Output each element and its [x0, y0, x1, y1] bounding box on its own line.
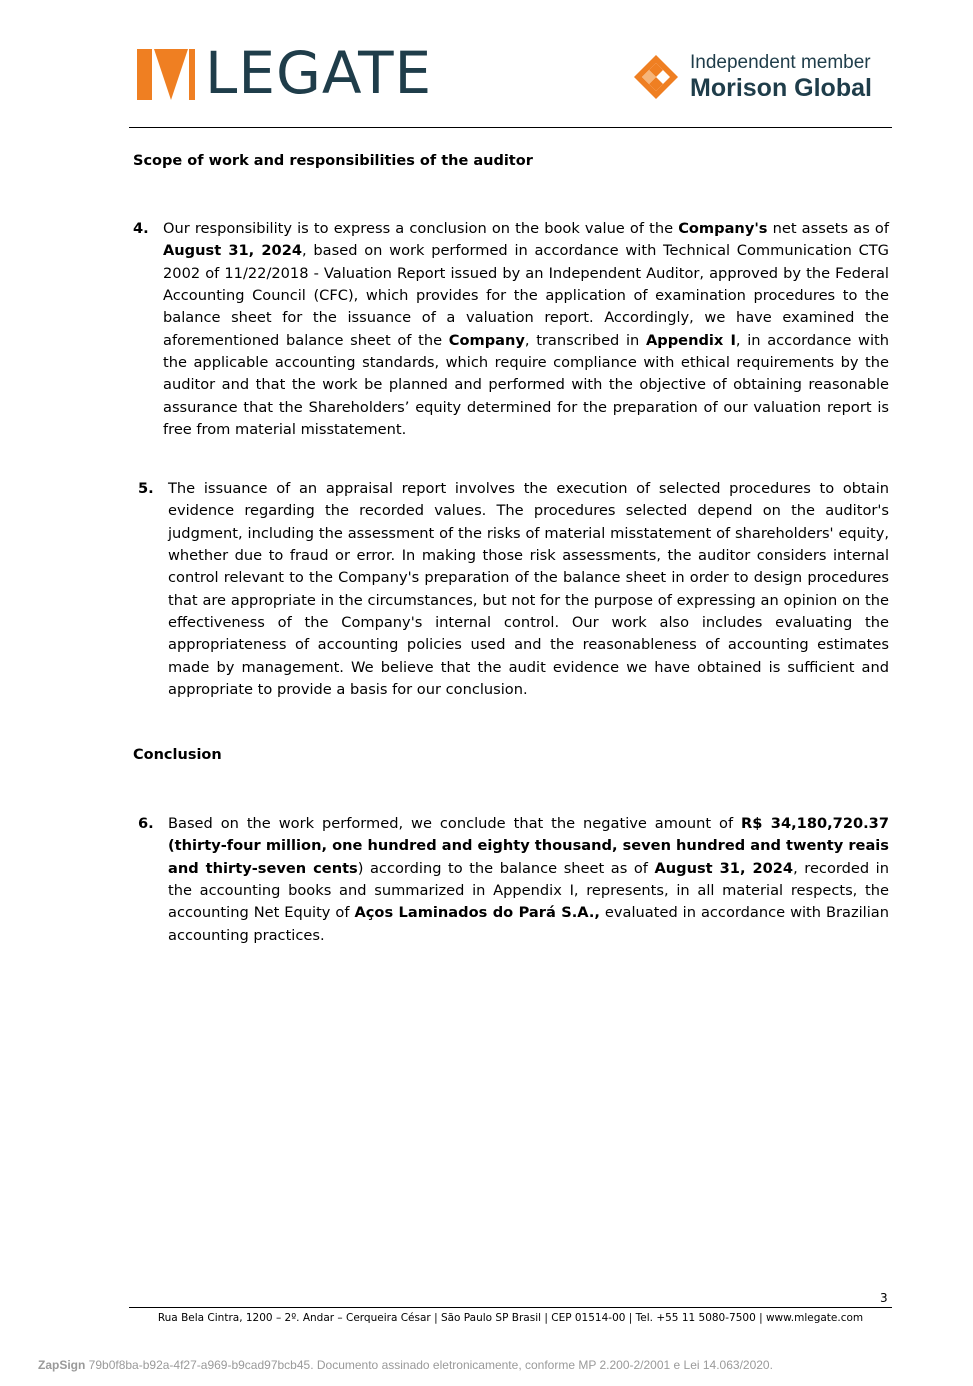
header-divider — [129, 127, 892, 128]
zapsign-signature-line — [38, 1358, 773, 1372]
mlegate-logo-mark — [137, 46, 209, 100]
footer-divider — [129, 1307, 892, 1308]
paragraph-4: Our responsibility is to express a conclusion on the book value of the Company's net assets as of August 31, 2024, based on work performed in accordance with Technical Communication CTG 2002 of 11/22/2018 - Valuation Report issued by an Independent Auditor, approved by the Federal Accounting Council (CFC), which provides for the application of examination procedures to the balance sheet for the issuance of a valuation report. Accordingly, we have examined the aforementioned balance sheet of the Company, transcribed in Appendix I, in accordance with the applicable accounting standards, which require compliance with ethical requirements by the auditor and that the work be planned and performed with the objective of obtaining reasonable assurance that the Shareholders’ equity determined for the preparation of our valuation report is free from material misstatement. — [163, 220, 889, 439]
zapsign-text: 79b0f8ba-b92a-4f27-a969-b9cad97bcb45. Documento assinado eletronicamente, conforme MP 2.200-2/2001 e Lei 14.063/2020. — [85, 1358, 773, 1372]
page-number: 3 — [880, 1291, 888, 1305]
scope-heading: Scope of work and responsibilities of the auditor — [133, 153, 533, 169]
paragraph-5: The issuance of an appraisal report involves the execution of selected procedures to obtain evidence regarding the recorded values. The procedures selected depend on the auditor's judgment, including the assessment of the risks of material misstatement of shareholders' equity, whether due to fraud or error. In making those risk assessments, the auditor considers internal control relevant to the Company's preparation of the balance sheet in order to design procedures that are appropriate in the circumstances, but not for the purpose of expressing an opinion on the effectiveness of the Company's internal control. Our work also includes evaluating the appropriateness of accounting policies used and the reasonableness of accounting estimates made by management. We believe that the audit evidence we have obtained is sufficient and appropriate to provide a basis for our conclusion. — [168, 480, 889, 699]
paragraph-6-number: 6. — [138, 815, 154, 832]
mlegate-logo — [137, 39, 433, 107]
mlegate-logo-text: LEGATE — [205, 39, 433, 107]
zapsign-brand: ZapSign — [38, 1358, 86, 1372]
morison-global-icon — [632, 53, 680, 101]
morison-global-logo — [632, 52, 872, 102]
paragraph-6: Based on the work performed, we conclude that the negative amount of R$ 34,180,720.37 (thirty-four million, one hundred and eighty thousand, seven hundred and twenty reais and thirty-seven cents) according to the balance sheet as of August 31, 2024, recorded in the accounting books and summarized in Appendix I, represents, in all material respects, the accounting Net Equity of Aços Laminados do Pará S.A., evaluated in accordance with Brazilian accounting practices. — [168, 815, 889, 944]
footer-address: Rua Bela Cintra, 1200 – 2º. Andar – Cerqueira César | São Paulo SP Brasil | CEP 01514-00 | Tel. +55 11 5080-7500 | www.mlegate.com — [157, 1312, 864, 1324]
paragraph-5-number: 5. — [138, 480, 154, 497]
paragraph-4-number: 4. — [133, 220, 149, 237]
member-line2: Morison Global — [690, 74, 872, 102]
conclusion-heading: Conclusion — [133, 747, 222, 763]
member-line1: Independent member — [690, 52, 871, 73]
